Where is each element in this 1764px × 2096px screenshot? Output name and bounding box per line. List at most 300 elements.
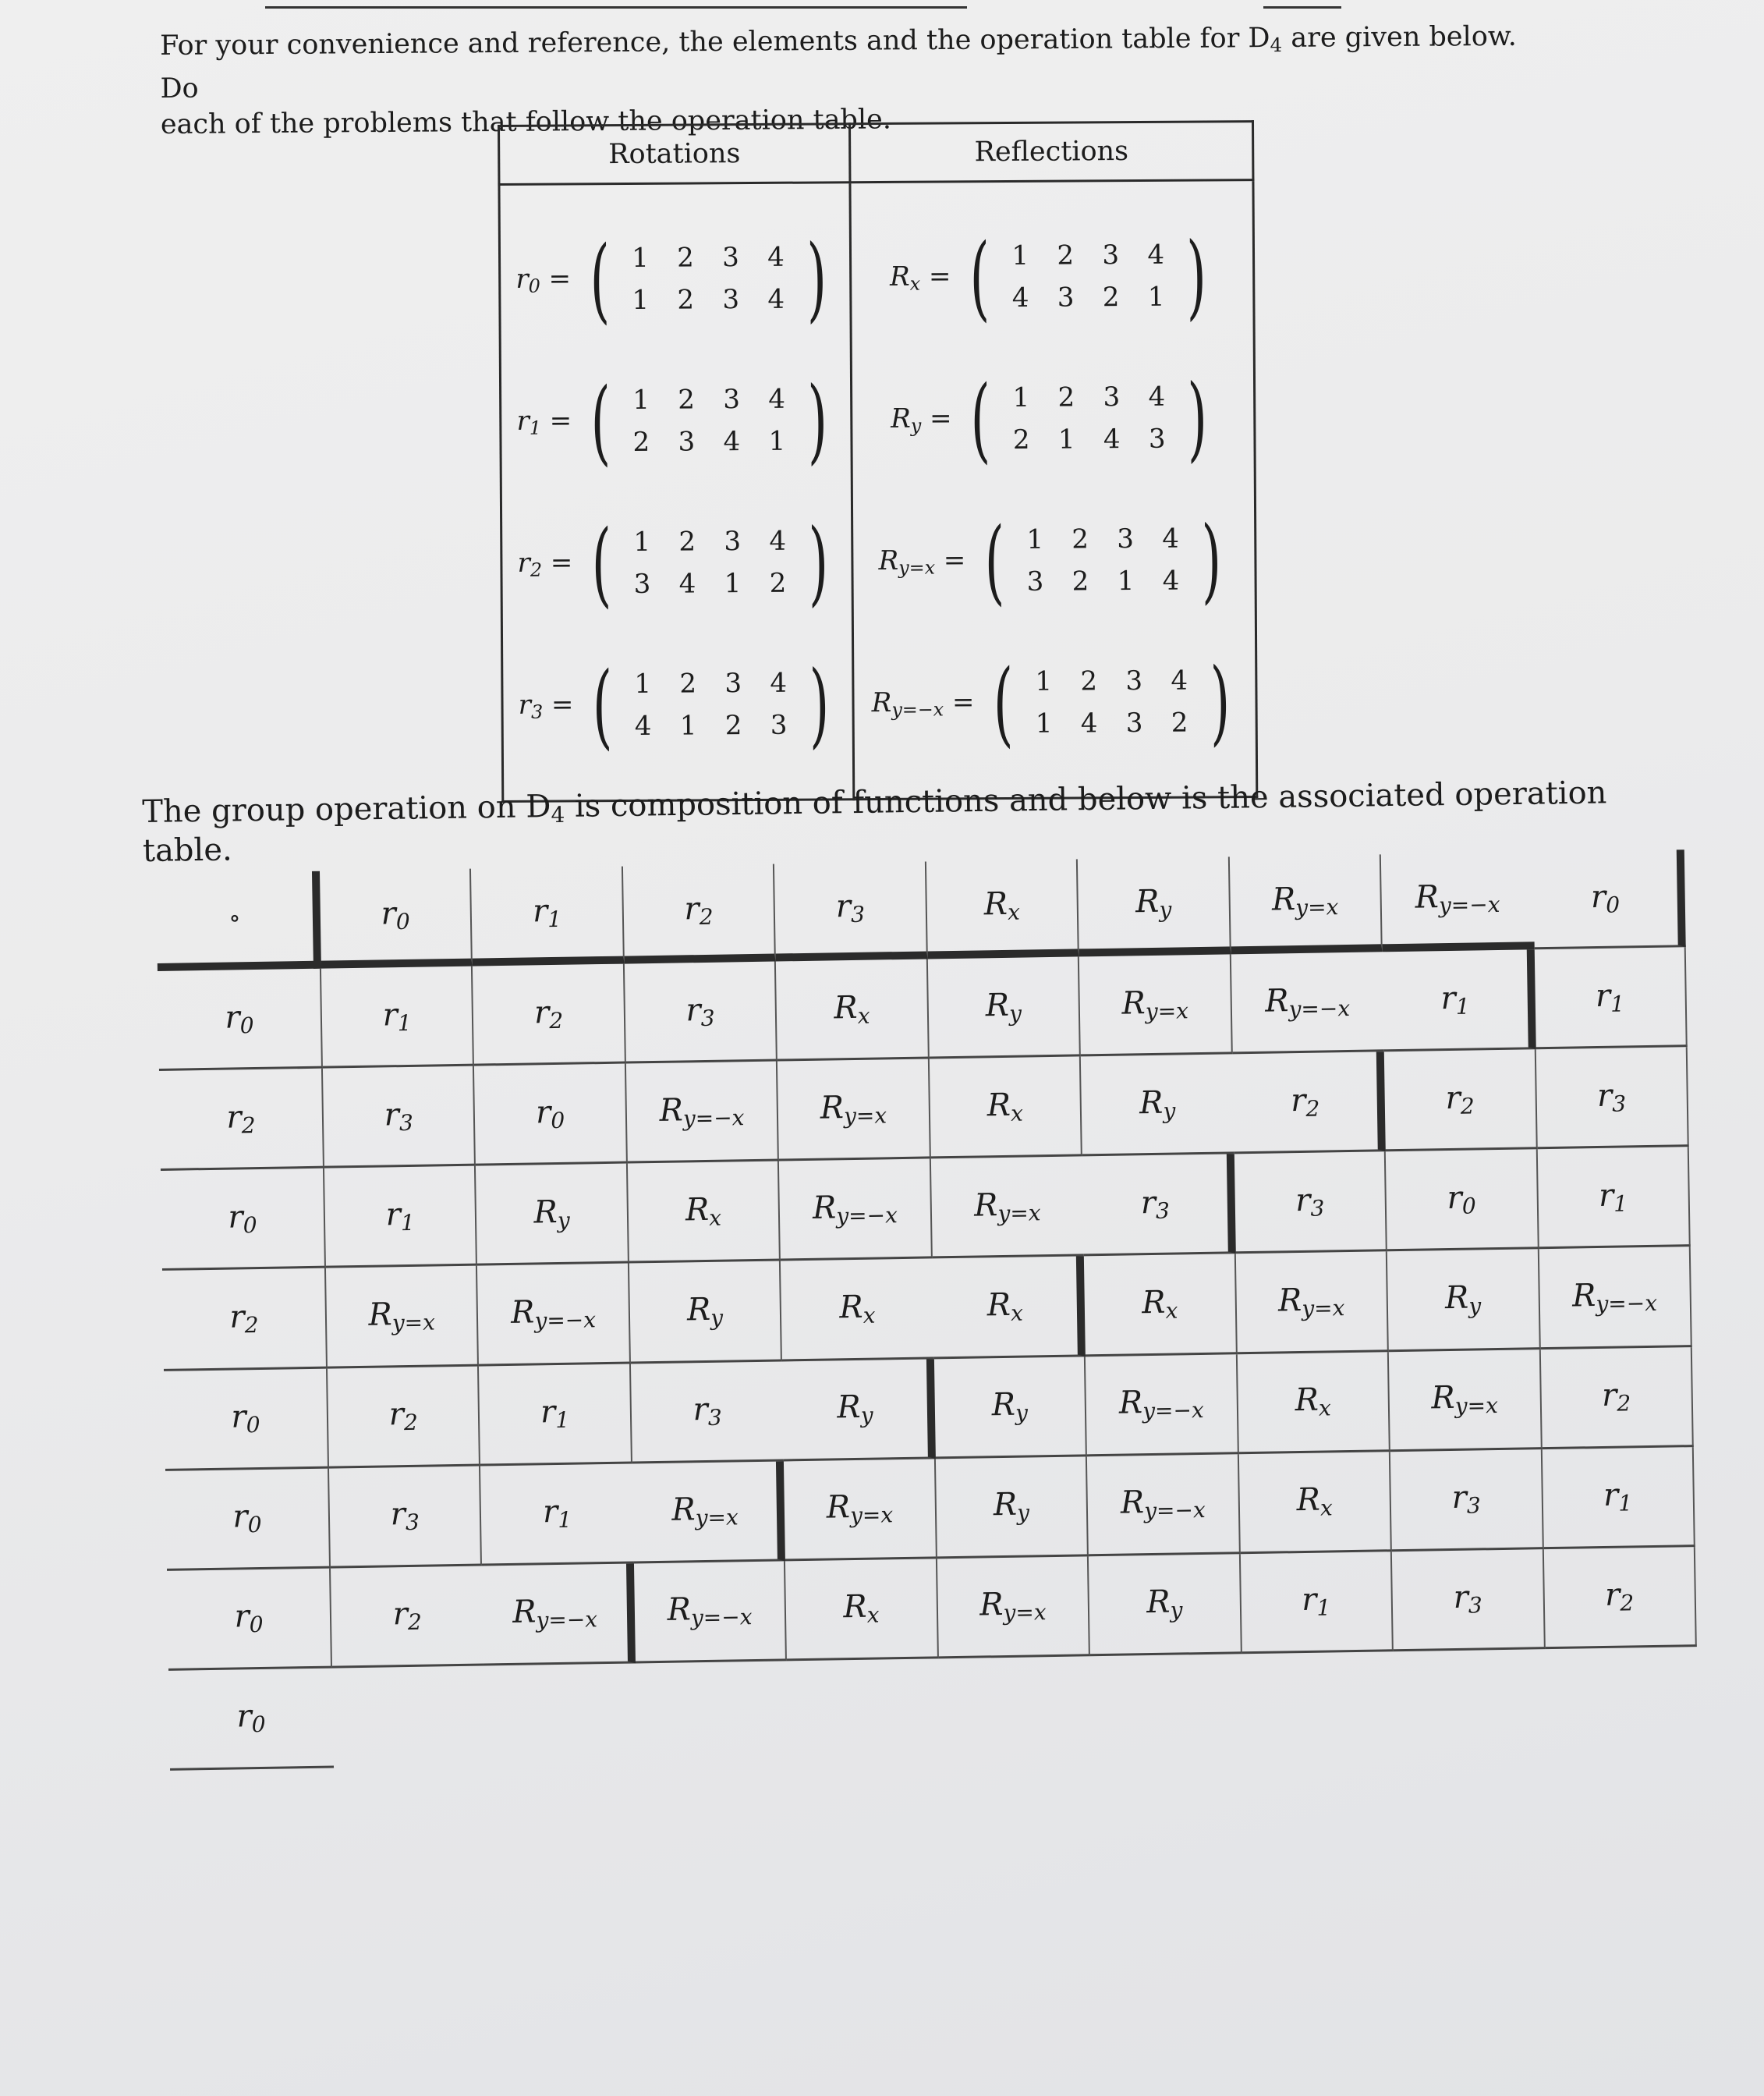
reflection-equals: = (934, 544, 966, 576)
table-cell (1536, 1047, 1688, 1149)
row-header-symbol (986, 1287, 1023, 1327)
rotation-permutation (501, 349, 851, 493)
table-cell-symbol (225, 999, 254, 1039)
table-cell-symbol-letter: R (820, 1089, 845, 1126)
table-cell-symbol-subscript: 0 (1461, 1193, 1476, 1219)
column-header-symbol-subscript: y=x (1295, 893, 1339, 920)
table-cell-symbol-subscript: 1 (1618, 1490, 1633, 1516)
table-cell-symbol-letter: R (1120, 1484, 1145, 1521)
table-cell (930, 1057, 1082, 1159)
reflection-equals: = (919, 260, 951, 293)
matrix-bottom-entry: 2 (1012, 424, 1030, 456)
table-cell-symbol-letter: r (392, 1596, 409, 1633)
table-cell-symbol-subscript: y=x (1454, 1392, 1499, 1419)
matrix-top-entry: 3 (1125, 665, 1143, 697)
table-cell-symbol (226, 1099, 256, 1139)
table-cell-symbol (1295, 1182, 1325, 1222)
top-rule-left (265, 6, 967, 9)
table-cell-symbol (843, 1589, 880, 1629)
table-cell (779, 1159, 932, 1261)
table-cell (1086, 1354, 1238, 1456)
table-cell-symbol-subscript: 1 (558, 1506, 572, 1534)
table-cell-symbol-letter: R (1295, 1381, 1319, 1419)
column-header-symbol (1415, 878, 1500, 918)
reflection-permutation (853, 488, 1255, 633)
table-cell-symbol-letter: r (1603, 1477, 1619, 1514)
table-cell-symbol (667, 1591, 752, 1631)
column-header-symbol (1135, 883, 1172, 923)
table-cell-symbol-letter: r (1604, 1576, 1621, 1614)
rotation-letter: r (517, 547, 531, 579)
table-cell-symbol (1119, 1384, 1204, 1424)
table-cell-symbol (974, 1186, 1041, 1226)
matrix-bottom-entry: 4 (1162, 565, 1180, 597)
row-header-symbol-subscript: 1 (1455, 993, 1470, 1020)
matrix-bottom-entry: 3 (1125, 707, 1143, 739)
table-cell (321, 966, 474, 1069)
matrix-entries (618, 378, 800, 463)
row-header-symbol-letter: r (1440, 980, 1457, 1016)
row-header-symbol-subscript: 0 (1606, 892, 1621, 918)
table-cell (167, 1568, 332, 1670)
table-cell-symbol (236, 1698, 266, 1738)
column-header (320, 869, 473, 969)
table-cell-symbol-subscript: y (1008, 1000, 1022, 1027)
intro-text: For your convenience and reference, the elements and the operation table for D (160, 23, 1270, 62)
right-paren: ) (807, 366, 828, 474)
row-header-symbol-letter: R (671, 1491, 696, 1528)
table-cell-symbol (1121, 1484, 1206, 1524)
table-cell (781, 1259, 933, 1361)
table-cell (1234, 1152, 1387, 1254)
reflection-subscript: x (909, 272, 921, 295)
table-cell-symbol (1445, 1080, 1475, 1119)
table-cell (1387, 1250, 1540, 1352)
row-header-symbol-subscript: y (860, 1402, 873, 1428)
table-cell-symbol (536, 1094, 565, 1133)
reflection-letter: R (891, 403, 911, 434)
table-cell-symbol-letter: R (993, 1486, 1018, 1523)
reflection-name (891, 403, 952, 436)
table-cell-symbol (229, 1299, 259, 1339)
table-cell-symbol-letter: R (510, 1294, 535, 1331)
table-cell-symbol (1445, 1279, 1482, 1319)
table-cell-symbol-subscript: y (557, 1207, 570, 1233)
row-header-symbol (837, 1389, 873, 1429)
row-header-symbol-subscript: 3 (1155, 1197, 1171, 1224)
left-paren: ( (984, 507, 1005, 615)
top-rule-right (1263, 6, 1341, 9)
table-cell-symbol-subscript: 3 (1468, 1592, 1483, 1619)
table-cell-symbol (820, 1089, 887, 1129)
table-cell-symbol-letter: R (659, 1092, 684, 1129)
matrix-top-entry: 3 (1103, 381, 1121, 413)
elements-body-row (499, 180, 1257, 802)
table-cell (1235, 1252, 1388, 1354)
table-cell-symbol-letter: R (1571, 1278, 1596, 1314)
matrix-top-entry: 2 (678, 526, 696, 558)
table-cell-symbol (826, 1488, 893, 1528)
matrix-top-entry: 3 (1102, 239, 1120, 271)
matrix-bottom-entry: 4 (1103, 424, 1121, 456)
matrix-bottom-entry: 2 (1072, 566, 1089, 598)
right-paren: ) (1187, 364, 1208, 472)
left-paren: ( (591, 509, 612, 618)
rotation-permutation (503, 633, 852, 777)
table-cell (1389, 1349, 1542, 1452)
matrix-bottom-entry: 4 (634, 710, 652, 742)
matrix-bottom-entry: 2 (632, 426, 650, 458)
column-header-symbol-letter: R (1415, 878, 1440, 916)
table-cell (323, 1066, 476, 1169)
column-header-symbol (381, 895, 410, 935)
composition-symbol: ∘ (156, 871, 321, 971)
table-cell-symbol (986, 1087, 1023, 1126)
table-cell (1539, 1247, 1691, 1349)
table-cell-symbol-letter: R (843, 1589, 867, 1626)
matrix-bottom-entry: 4 (767, 283, 785, 315)
table-cell-symbol-letter: R (667, 1591, 692, 1629)
reflection-equals: = (921, 402, 952, 434)
table-cell-symbol-subscript: 0 (251, 1711, 266, 1738)
matrix-top-entry: 4 (1147, 239, 1165, 271)
table-cell-symbol-subscript: y=x (843, 1102, 887, 1129)
table-cell-symbol-subscript: y=−x (690, 1604, 753, 1631)
table-cell-symbol-letter: R (991, 1386, 1016, 1424)
matrix-entries (997, 234, 1179, 319)
matrix-entries (1021, 659, 1203, 744)
table-cell-symbol-letter: R (979, 1587, 1004, 1623)
table-cell-symbol-subscript: x (866, 1601, 880, 1629)
table-cell-symbol (1447, 1179, 1476, 1219)
row-header-symbol-letter: r (1590, 878, 1606, 916)
row-header (1082, 1154, 1235, 1257)
table-cell-symbol-subscript: y=−x (836, 1201, 898, 1229)
rotation-subscript: 0 (528, 275, 540, 297)
table-cell-symbol-letter: r (1451, 1479, 1468, 1516)
right-paren: ) (806, 224, 827, 332)
table-cell-symbol (228, 1199, 257, 1239)
row-header-symbol (1291, 1082, 1320, 1122)
matrix-entries (619, 520, 801, 605)
table-cell-symbol-letter: r (390, 1496, 406, 1533)
reflection-name (890, 261, 951, 294)
reflections-column (850, 180, 1257, 800)
row-header (1532, 849, 1685, 949)
permutation-matrix (985, 647, 1238, 757)
column-header-symbol (983, 885, 1020, 925)
table-cell-symbol-letter: r (1595, 977, 1611, 1014)
table-cell (1241, 1552, 1394, 1654)
intro-line-1 (160, 19, 1549, 108)
table-cell-symbol-subscript: 3 (405, 1509, 420, 1536)
table-cell (1540, 1347, 1693, 1449)
table-cell (474, 1064, 627, 1166)
table-cell-symbol (687, 1292, 724, 1332)
table-cell-symbol (511, 1293, 596, 1334)
table-cell-symbol-subscript: 3 (1612, 1091, 1627, 1117)
left-paren: ( (969, 223, 990, 332)
column-header-symbol (835, 888, 865, 927)
table-cell-symbol-letter: R (1431, 1379, 1455, 1417)
table-cell-symbol-letter: r (226, 1099, 242, 1136)
table-cell-symbol-subscript: 3 (398, 1109, 413, 1136)
table-cell-symbol (834, 989, 870, 1029)
sentence-subscript: 4 (551, 801, 565, 828)
intro-subscript: 4 (1270, 34, 1283, 57)
rotation-name (516, 405, 572, 438)
row-header (782, 1359, 935, 1461)
table-cell-symbol-letter: R (1141, 1284, 1166, 1321)
table-cell-symbol (1278, 1282, 1345, 1321)
matrix-top-entry: 2 (1080, 665, 1098, 697)
matrix-bottom-entry: 2 (1102, 282, 1120, 314)
table-cell-symbol (1431, 1379, 1498, 1419)
table-cell-symbol (813, 1189, 898, 1229)
rotation-equals: = (543, 688, 574, 721)
operation-grid (156, 849, 1698, 1771)
table-cell-symbol-letter: R (1444, 1279, 1469, 1317)
table-cell-symbol-subscript: 0 (243, 1211, 257, 1239)
column-header-symbol-subscript: y=−x (1438, 891, 1500, 918)
matrix-bottom-entry: 3 (1026, 566, 1044, 598)
table-cell (778, 1059, 930, 1161)
column-header (1229, 854, 1382, 954)
permutation-matrix (962, 222, 1215, 332)
matrix-top-entry: 1 (632, 384, 650, 416)
table-cell-symbol-subscript: y=−x (534, 1307, 597, 1334)
matrix-top-entry: 4 (768, 383, 786, 415)
reflection-subscript: y=−x (891, 697, 944, 721)
table-cell-symbol-subscript: x (1318, 1395, 1332, 1421)
matrix-top-entry: 2 (678, 384, 696, 416)
matrix-entries (618, 236, 799, 321)
table-cell-symbol (994, 1487, 1030, 1527)
table-cell-symbol (1265, 982, 1350, 1023)
table-cell-symbol-letter: R (1296, 1481, 1321, 1519)
table-cell-symbol (839, 1289, 876, 1329)
table-cell-symbol-subscript: x (1165, 1297, 1178, 1324)
matrix-bottom-entry: 3 (678, 426, 696, 458)
table-cell (168, 1668, 334, 1770)
matrix-bottom-entry: 3 (770, 709, 788, 741)
table-cell-symbol-letter: R (812, 1190, 837, 1226)
row-header-symbol-subscript: x (1010, 1300, 1024, 1326)
column-header-symbol-subscript: 2 (699, 903, 714, 930)
table-cell-symbol-subscript: y=−x (682, 1104, 745, 1132)
matrix-top-entry: 2 (1057, 239, 1075, 271)
table-cell-symbol (1605, 1577, 1635, 1617)
reflection-permutation (854, 630, 1256, 775)
rotations-header: Rotations (499, 124, 851, 185)
right-paren: ) (1210, 647, 1231, 756)
matrix-top-entry: 3 (724, 668, 742, 700)
table-cell (479, 1364, 632, 1466)
table-cell-symbol-letter: r (1601, 1377, 1617, 1414)
table-cell (161, 1169, 326, 1271)
table-cell (331, 1566, 484, 1668)
table-cell-symbol-letter: r (231, 1399, 246, 1435)
reflection-permutation (852, 204, 1253, 349)
matrix-top-entry: 4 (767, 241, 785, 273)
table-cell (476, 1164, 629, 1266)
rotations-column (499, 183, 854, 802)
sentence-end: is composition of functions and below is the associated operation table. (142, 775, 1607, 869)
matrix-top-entry: 1 (1035, 665, 1053, 697)
table-cell (631, 1361, 784, 1463)
right-paren: ) (808, 508, 829, 616)
table-cell-symbol-subscript: 2 (403, 1409, 419, 1436)
table-cell-symbol-subscript: 3 (700, 1005, 715, 1031)
column-header (1381, 852, 1534, 952)
table-cell-symbol-letter: r (388, 1396, 405, 1433)
table-cell-symbol-subscript: y=−x (1288, 995, 1351, 1022)
table-cell-symbol-subscript: 1 (555, 1406, 570, 1434)
table-cell-symbol (1596, 977, 1625, 1017)
table-cell-symbol-subscript: y=x (849, 1502, 894, 1529)
matrix-bottom-entry: 2 (677, 284, 695, 316)
column-header (774, 861, 927, 961)
table-cell-symbol (979, 1587, 1047, 1626)
table-cell-symbol-subscript: y (1016, 1499, 1030, 1526)
table-cell-symbol (1295, 1381, 1331, 1421)
column-header-symbol-letter: r (684, 890, 700, 927)
table-cell-symbol-letter: R (1139, 1084, 1164, 1121)
elements-header-row (499, 122, 1253, 185)
reflection-name (878, 544, 965, 579)
table-cell (1239, 1452, 1392, 1554)
table-cell-symbol-subscript: x (857, 1002, 870, 1029)
table-cell-symbol-subscript: 0 (239, 1012, 254, 1038)
table-cell-symbol-letter: r (1301, 1582, 1317, 1619)
table-cell-symbol-letter: r (384, 1096, 400, 1133)
table-cell-symbol-subscript: 2 (1617, 1390, 1631, 1417)
matrix-entries (1012, 518, 1194, 603)
rotation-subscript: 1 (529, 417, 542, 439)
table-cell-symbol-letter: r (228, 1199, 243, 1236)
rotation-name (515, 263, 571, 296)
table-cell-symbol-letter: r (540, 1394, 556, 1431)
table-cell-symbol (1599, 1177, 1628, 1217)
permutation-matrix (976, 505, 1230, 615)
table-cell-symbol-letter: r (1453, 1579, 1469, 1616)
matrix-entries (998, 376, 1180, 461)
reflection-equals: = (943, 686, 975, 718)
table-cell (1543, 1547, 1696, 1649)
left-paren: ( (993, 648, 1014, 757)
matrix-bottom-entry: 1 (724, 568, 742, 600)
permutation-matrix (583, 508, 837, 618)
table-cell-symbol (534, 994, 564, 1034)
table-cell-symbol-subscript: y (1170, 1597, 1183, 1623)
table-cell-symbol-subscript: y=x (997, 1200, 1041, 1226)
table-cell (1087, 1454, 1240, 1556)
table-cell-symbol (390, 1496, 420, 1536)
row-header-symbol-letter: r (1140, 1184, 1157, 1222)
table-cell-symbol-letter: r (1295, 1182, 1311, 1218)
table-cell-symbol (382, 996, 412, 1036)
table-cell-symbol (543, 1494, 572, 1534)
matrix-top-entry: 3 (724, 526, 742, 558)
matrix-entries (620, 662, 802, 747)
table-cell-symbol-subscript: 1 (1610, 991, 1625, 1017)
column-header-symbol-subscript: 0 (395, 908, 410, 935)
table-cell-symbol (231, 1399, 260, 1438)
matrix-top-entry: 1 (1012, 381, 1030, 413)
table-cell-symbol-subscript: 1 (400, 1209, 416, 1236)
table-cell (784, 1459, 937, 1561)
reflection-name (872, 686, 975, 721)
table-cell-symbol (540, 1394, 570, 1434)
table-cell-symbol-letter: r (236, 1698, 252, 1735)
intro-line-2: each of the problems that follow the operation table. (160, 104, 892, 141)
column-header (471, 867, 624, 966)
table-cell (1390, 1449, 1543, 1552)
left-paren: ( (970, 365, 991, 473)
matrix-bottom-entry: 2 (724, 710, 742, 742)
column-header-symbol-letter: R (983, 885, 1008, 922)
table-cell-symbol-letter: r (1596, 1077, 1613, 1114)
row-header (1232, 1052, 1385, 1154)
table-cell-symbol-letter: R (1121, 984, 1146, 1022)
matrix-top-entry: 1 (633, 526, 651, 558)
table-cell-symbol-letter: R (1264, 982, 1289, 1020)
table-cell-symbol-letter: r (542, 1494, 558, 1530)
table-cell-symbol-subscript: 1 (1316, 1594, 1331, 1622)
table-cell-symbol-letter: R (839, 1289, 863, 1326)
column-header (623, 864, 776, 964)
matrix-top-entry: 2 (677, 242, 694, 274)
table-cell-symbol-subscript: 2 (1460, 1093, 1475, 1119)
row-header-symbol-letter: r (1290, 1082, 1306, 1119)
table-cell-symbol-letter: r (232, 1498, 248, 1535)
permutation-matrix (962, 364, 1216, 473)
column-header-symbol-subscript: x (1007, 899, 1021, 925)
table-cell (931, 1157, 1084, 1259)
table-cell-symbol (1453, 1580, 1482, 1619)
matrix-top-entry: 1 (634, 668, 652, 700)
table-cell-symbol-letter: R (686, 1291, 711, 1328)
column-header (1078, 856, 1231, 956)
reflection-permutation (852, 346, 1254, 491)
table-cell (164, 1368, 329, 1470)
table-cell-symbol-letter: R (973, 1186, 998, 1224)
right-paren: ) (809, 650, 830, 758)
table-cell-symbol (234, 1598, 264, 1638)
matrix-bottom-entry: 3 (722, 284, 740, 316)
table-cell (324, 1166, 477, 1268)
column-header-symbol-subscript: 3 (850, 901, 866, 927)
matrix-bottom-entry: 1 (679, 710, 697, 742)
column-header-symbol-subscript: y (1159, 896, 1172, 923)
matrix-top-entry: 3 (1117, 523, 1135, 555)
matrix-top-entry: 4 (1148, 381, 1166, 413)
matrix-bottom-entry: 4 (1080, 708, 1098, 739)
table-cell (1084, 1254, 1237, 1357)
table-cell (785, 1559, 938, 1661)
reflections-header: Reflections (850, 122, 1253, 183)
table-cell-symbol (232, 1498, 262, 1538)
table-cell (634, 1561, 787, 1663)
table-cell (473, 964, 625, 1066)
row-header-symbol (1440, 980, 1470, 1020)
matrix-top-entry: 4 (1171, 665, 1188, 697)
table-cell (329, 1466, 482, 1568)
table-cell-symbol (384, 1097, 413, 1137)
column-header-symbol-letter: R (1271, 881, 1296, 918)
matrix-bottom-entry: 3 (1148, 423, 1166, 455)
matrix-bottom-entry: 1 (1057, 424, 1075, 456)
